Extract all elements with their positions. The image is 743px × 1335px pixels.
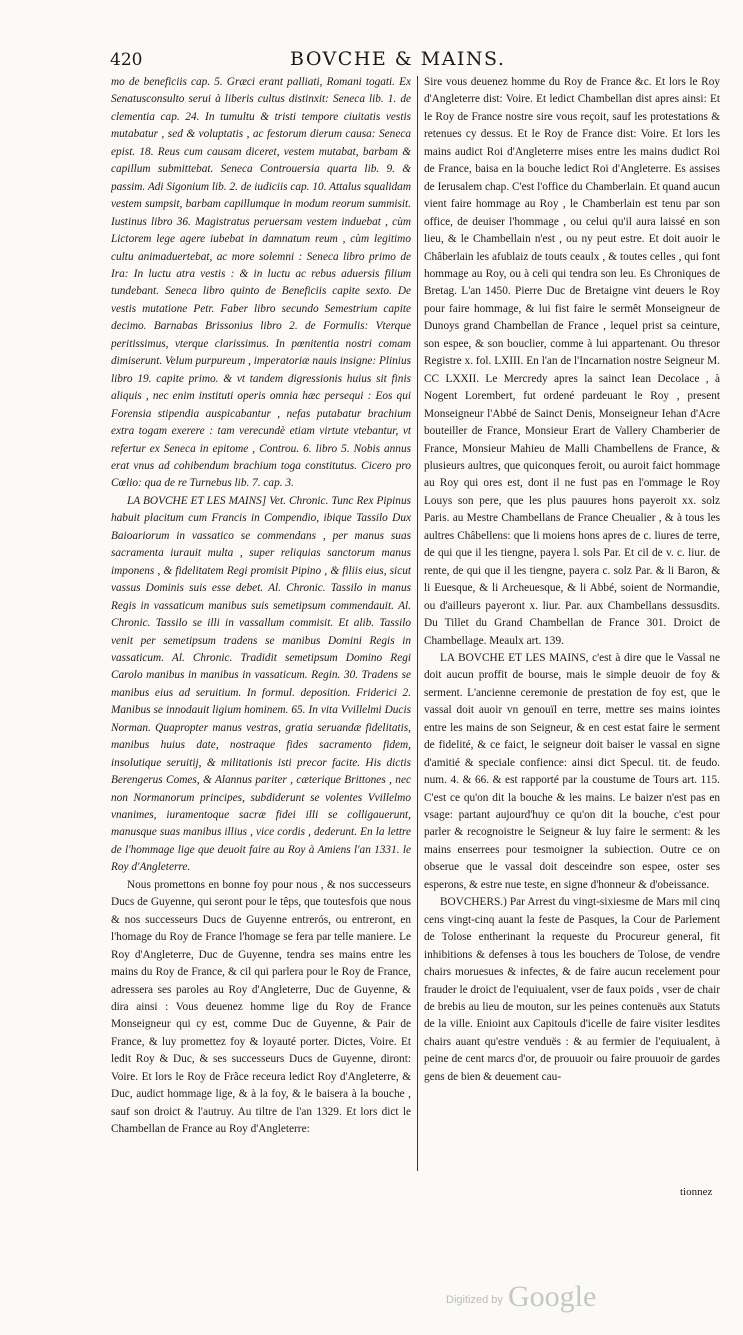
right-column	[424, 74, 720, 1194]
google-watermark	[446, 1280, 646, 1314]
right-paragraph-1: Sire vous deuenez homme du Roy de France &c. Et lors le Roy d'Angleterre dist: Voire. Et ledict Chambellan dist apres ainsi: Et le Roy de France nostre sire vous reçoit, sauf les protestations & retenues cy dessus. Et le Roy de France dist: Voire. Et lors les mains audict Roi d'Angleterre mises entre les mains dudict Roi de France, baisa en la bouche ledict Roi d'Angleterre. Es assises de Ierusalem chap. C'est l'office du Chamberlain. Et quand aucun vient faire hommage au Roy , le Chamberlain est tenu par son office, de deuiser l'hommage , ou celui qu'il aura laissé en son lieu, & le Chambellain n'est , ou ny peut estre. Et doit auoir le Châberlain les afublaiz de touts ceaulx , & toutes celles , qui font hommage au Roy, ou à celi qui tendra son leu. Es Chroniques de Bretag. L'an 1450. Pierre Duc de Bretaigne vint deuers le Roy pour faire hommage, & lui fist faire le sermêt Monseigneur de Dunoys grand Chambellan de France , lequel prist sa ceinture, son espee, & son bouclier, comme à lui appartenant. Ou thresor Registre x. fol. LXIII. En l'an de l'Incarnation nostre Seigneur M. CC LXXII. Le Mercredy apres la sainct Iean Decolace , à Nogent Lorembert, fut ordené pardeuant le Roy , present Monseigneur l'Abbé de Sainct Denis, Monseigneur Iehan d'Acre bouteiller de France, Monsieur Erart de Vallery Chamberier de France, Monsieur Mahieu de Malli Chambellens de France, & plusieurs aultres, que quiconques feroit, ou auroit faict hommage au Roy qui ores est, dont il ne fust pas en l'ommage le Roy Louys son pere, que les plus pauures hons payeroit xx. solz Paris. au Mestre Chambellans de France Cheualier , & à tous les aultres Châbellens: que li moiens hons apres de c. liures de terre, de qui que il les tiengne, payera l. sols Par. Et cil de v. c. liur. de rente, de qui que il les tiengne, payera c. solz Par. & li Baron, & li Euesque, & li Archeuesque, & li Abbé, soient de Normandie, ou d'ailleurs payeront x. liur. Par. aux Chambellans dessusdits. Du Tillet du Grand Chambellan de France 301. Droict de Chambellage. Meaulx art. 139.	[424, 76, 720, 647]
page-number: 420	[110, 50, 143, 70]
left-paragraph-3: Nous promettons en bonne foy pour nous , & nos successeurs Ducs de Guyenne, qui seront pour le têps, que toutesfois que nous & nos successeurs Ducs de Guyenne entrerós, ou entreront, en l'homage du Roy de France l'homage se fera par telle maniere. Le Roy d'Angleterre, Duc de Guyenne, tendra ses mains entre les mains du Roy de France, & cil qui parlera pour le Roy de France, adressera ses paroles au Roy d'Angleterre, Duc de Guyenne, & dira ainsi : Vous deuenez homme lige du Roy de France Monseigneur qui cy est, comme Duc de Guyenne, & Pair de France, & luy promettez foy & loyauté porter. Dictes, Voire. Et ledit Roy & Duc, & ses successeurs Ducs de Guyenne, diront: Voire. Et lors le Roy de Frãce receura ledict Roy d'Angleterre, & Duc, audict hommage lige, & à la foy, & le baisera à la bouche , sauf son droict & l'autruy. Au tiltre de l'an 1329. Et lors dict le Chambellan de France au Roy d'Angleterre:	[111, 878, 411, 1136]
running-title: BOVCHE & MAINS.	[290, 48, 506, 70]
left-paragraph-2: LA BOVCHE ET LES MAINS] Vet. Chronic. Tunc Rex Pipinus habuit placitum cum Francis in Compendio, ibique Tassilo Dux Baioariorum in vassatico se commendans , per manus suas sacramenta iurauit multa , super reliquias sanctorum manus imponens , & fidelitatem Regi promisit Pipino , & filiis eius, sicut vassus Dominis suis esse debet. Al. Chronic. Tassilo in manus Regis in vassaticum manibus suis semetipsum commendauit. Al. Chronic. Tassilo se illi in vassallum commisit. Et alib. Tassilo venit per semetipsum tradens se manibus Domini Regis in vassaticum. Al. Chronic. Tradidit semetipsum Domino Regi Carolo manibus in manibus in vassaticum. Regin. 30. Tradens se manibus eius ad seruitium. In formul. deposition. Friderici 2. Manibus se innodauit ligium hominem. 65. In vita Vvillelmi Ducis Norman. Quapropter manus vestras, gratia seruandæ fidelitatis, manibus huius date, nostraque fides sacramento fidem, insolutique seruitij, & militationis isti precor facite. His dictis Berengerus Comes, & Alannus pariter , cæterique Brittones , nec non Normanorum principes, subdiderunt se volentes Vvillelmo vnanimes, iuramentoque sacræ fidei illi se colligauerunt, manusque suas manibus illius , vice cordis , dederunt. En la lettre de l'hommage lige que deuoit faire au Roy à Amiens l'an 1331. le Roy d'Angleterre.	[111, 494, 411, 874]
catchword: tionnez	[680, 1186, 713, 1198]
watermark-by: Digitized by	[446, 1294, 503, 1306]
column-divider	[417, 76, 418, 1171]
right-paragraph-2: LA BOVCHE ET LES MAINS, c'est à dire que le Vassal ne doit aucun proffit de bourse, mais le simple deuoir de foy & serment. L'ancienne ceremonie de prestation de foy est, que le vassal doit auoir vn genouïl en terre, mettre ses mains iointes entre les mains de son Seigneur, & en cest estat faire le serment de fidelité, & ce faict, le seigneur doit baiser le vassal en signe d'amitié & speciale confience: ainsi dict Specul. tit. de feudo. num. 4. & 66. & est rapporté par la coustume de Tours art. 115. C'est ce qu'on dit la bouche & les mains. Le baizer n'est pas en vsage: partant aujourd'huy ce qu'on dit la bouche, c'est pour parler & recognoistre le Seigneur & luy faire le serment: & les mains enserrees pour tesmoigner la subiection. Outre ce on obserue que le vassal doit desceindre son espee, oster ses esperons, & estre nue teste, en signe d'honneur & d'obeissance.	[424, 651, 720, 891]
right-paragraph-3: BOVCHERS.) Par Arrest du vingt-sixiesme de Mars mil cinq cens vingt-cinq auant la feste de Pasques, la Cour de Parlement de Tolose entherinant la requeste du Procureur general, fit inhibitions & defenses à tous les bouchers de Tolose, de vendre chairs moruesues & infectes, & de faire aucun recelement pour frauder le droict de l'equiualent, vser de faux poids , vser de chair de brebis au lieu de mouton, sur les peines contenuës aux Statuts de la ville. Enioint aux Capitouls d'icelle de faire visiter lesdites chairs auant qu'estre venduës : & au fermier de l'equiualent, à peine de cent marcs d'or, de prouuoir ou faire prouuoir de gardes gens de bien & deuement cau-	[424, 896, 720, 1083]
left-paragraph-1: mo de beneficiis cap. 5. Græci erant palliati, Romani togati. Ex Senatusconsulto serui à liberis cultus distinxit: Seneca lib. 1. de clementia cap. 24. In tumultu & tristi tempore ciuitatis vestis mutabatur , sed & voluptatis , ac festorum dierum causa: Seneca epist. 18. Reus cum causam diceret, vestem mutabat, barbam & capillum submittebat. Seneca Controuersia quarta lib. 9. & passim. Adi Sigonium lib. 2. de iudiciis cap. 10. Attalus squalidam vestem sumpsit, barbam capillumque in modum reorum summisit. Iustinus libro 36. Magistratus peruersam vestem induebat , cùm Lictorem lege agere iubebat in damnatum reum , cùm legitimo cultu animaduertebat, ac more solemni : Seneca libro primo de Ira: In luctu atra vestis : & in luctu ac rebus aduersis filium tundebant. Seneca libro quinto de Beneficiis capite sexto. De vestis mutatione Petr. Faber libro secundo Semestrium capite decimo. Barnabas Brissonius libro 2. de Formulis: Vterque peritissimus, vterque clarissimus. In pœnitentia nostri comam dimiserunt. Velum purpureum , imperatoriæ nauis insigne: Plinius libro 19. capite primo. & vt tandem digressionis huius sit finis aliquis , nec enim instituti operis omnia hæc persequi : Eos qui Forensia stipendia auspicabantur , nefas putabatur brachium extra togam exerere : tam verecundè etiam virtute vtebantur, vt refertur ex Seneca in epitome , Controu. 6. libro 5. Nobis annus erat vnus ad cohibendum brachium toga constitutus. Cicero pro Cœlio: qua de re Turnebus lib. 7. cap. 3.	[111, 76, 411, 490]
google-logo: Google	[508, 1280, 597, 1313]
left-column	[111, 74, 411, 1194]
